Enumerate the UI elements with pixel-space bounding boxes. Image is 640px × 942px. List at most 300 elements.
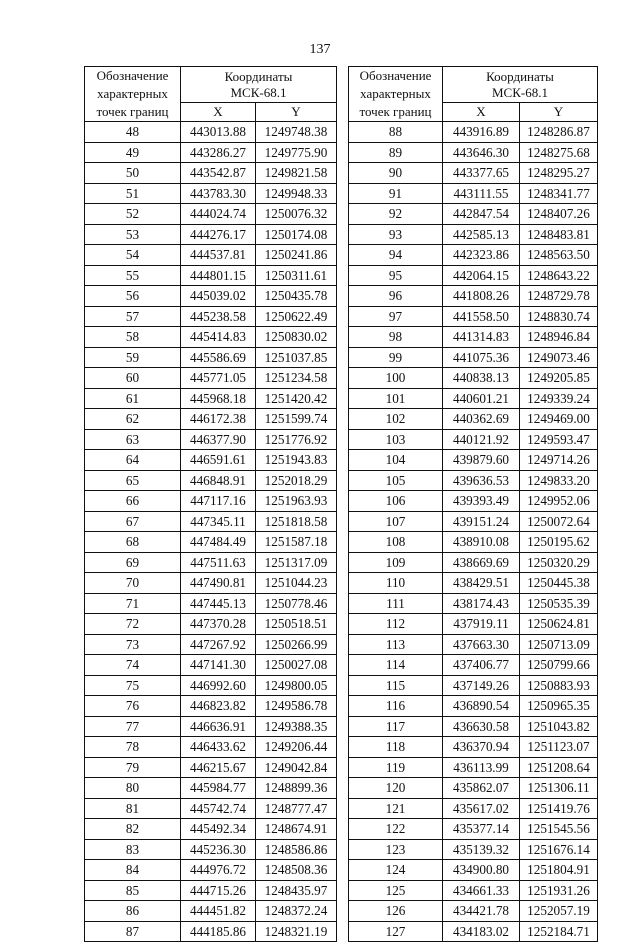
point-number-cell: 117 (349, 716, 443, 737)
table-row (85, 409, 337, 430)
x-coordinate-cell: 438669.69 (443, 552, 520, 573)
x-coordinate-cell: 436890.54 (443, 696, 520, 717)
point-number-cell: 57 (85, 306, 181, 327)
point-number-cell: 108 (349, 532, 443, 553)
point-number-cell: 51 (85, 183, 181, 204)
x-coordinate-cell: 446377.90 (181, 429, 256, 450)
table-row (349, 839, 598, 860)
point-number-cell: 85 (85, 880, 181, 901)
x-coordinate-cell: 446433.62 (181, 737, 256, 758)
y-coordinate-cell: 1248321.19 (256, 921, 337, 942)
x-coordinate-cell: 444801.15 (181, 265, 256, 286)
point-number-cell: 94 (349, 245, 443, 266)
point-number-cell: 61 (85, 388, 181, 409)
point-number-cell: 52 (85, 204, 181, 225)
point-label-header (349, 67, 443, 122)
point-number-cell: 49 (85, 142, 181, 163)
table-row (349, 388, 598, 409)
y-coordinate-cell: 1248777.47 (256, 798, 337, 819)
x-coordinate-cell: 440121.92 (443, 429, 520, 450)
table-row (85, 429, 337, 450)
x-coordinate-cell: 444451.82 (181, 901, 256, 922)
point-number-cell: 86 (85, 901, 181, 922)
x-coordinate-cell: 435862.07 (443, 778, 520, 799)
y-coordinate-cell: 1249073.46 (520, 347, 598, 368)
table-row (349, 306, 598, 327)
coords-title-line: Координаты (486, 68, 554, 84)
x-coordinate-cell: 445492.34 (181, 819, 256, 840)
table-row (85, 245, 337, 266)
x-coordinate-cell: 444024.74 (181, 204, 256, 225)
table-row (85, 163, 337, 184)
y-coordinate-cell: 1250195.62 (520, 532, 598, 553)
point-number-cell: 103 (349, 429, 443, 450)
y-column-header: Y (256, 103, 337, 122)
table-row (349, 614, 598, 635)
table-row (85, 819, 337, 840)
y-coordinate-cell: 1251963.93 (256, 491, 337, 512)
y-coordinate-cell: 1252018.29 (256, 470, 337, 491)
x-coordinate-cell: 439393.49 (443, 491, 520, 512)
x-coordinate-cell: 444185.86 (181, 921, 256, 942)
point-number-cell: 96 (349, 286, 443, 307)
y-coordinate-cell: 1251599.74 (256, 409, 337, 430)
table-row (85, 573, 337, 594)
table-row (85, 265, 337, 286)
x-coordinate-cell: 446823.82 (181, 696, 256, 717)
y-coordinate-cell: 1250445.38 (520, 573, 598, 594)
y-coordinate-cell: 1249206.44 (256, 737, 337, 758)
x-coordinate-cell: 441808.26 (443, 286, 520, 307)
y-coordinate-cell: 1250799.66 (520, 655, 598, 676)
table-row (349, 573, 598, 594)
x-coordinate-cell: 445771.05 (181, 368, 256, 389)
x-coordinate-cell: 446992.60 (181, 675, 256, 696)
x-coordinate-cell: 445742.74 (181, 798, 256, 819)
point-label-line: Обозначение (96, 68, 169, 83)
point-number-cell: 109 (349, 552, 443, 573)
point-number-cell: 104 (349, 450, 443, 471)
point-number-cell: 102 (349, 409, 443, 430)
point-number-cell: 62 (85, 409, 181, 430)
point-number-cell: 100 (349, 368, 443, 389)
point-number-cell: 55 (85, 265, 181, 286)
table-row (349, 593, 598, 614)
table-row (85, 470, 337, 491)
y-coordinate-cell: 1248729.78 (520, 286, 598, 307)
table-row (85, 696, 337, 717)
point-number-cell: 110 (349, 573, 443, 594)
table-row (85, 798, 337, 819)
y-coordinate-cell: 1251037.85 (256, 347, 337, 368)
x-coordinate-cell: 446848.91 (181, 470, 256, 491)
point-number-cell: 74 (85, 655, 181, 676)
y-coordinate-cell: 1250883.93 (520, 675, 598, 696)
table-row (85, 204, 337, 225)
point-number-cell: 127 (349, 921, 443, 942)
table-row (349, 491, 598, 512)
x-coordinate-cell: 442064.15 (443, 265, 520, 286)
x-coordinate-cell: 437663.30 (443, 634, 520, 655)
y-coordinate-cell: 1251804.91 (520, 860, 598, 881)
y-coordinate-cell: 1249775.90 (256, 142, 337, 163)
x-coordinate-cell: 442323.86 (443, 245, 520, 266)
point-label-line: точек границ (96, 104, 169, 119)
y-coordinate-cell: 1250965.35 (520, 696, 598, 717)
table-row (85, 491, 337, 512)
point-number-cell: 72 (85, 614, 181, 635)
x-coordinate-cell: 441314.83 (443, 327, 520, 348)
y-coordinate-cell: 1251419.76 (520, 798, 598, 819)
x-coordinate-cell: 447117.16 (181, 491, 256, 512)
y-coordinate-cell: 1248830.74 (520, 306, 598, 327)
point-number-cell: 99 (349, 347, 443, 368)
table-row (85, 921, 337, 942)
table-row (349, 655, 598, 676)
x-coordinate-cell: 436370.94 (443, 737, 520, 758)
point-number-cell: 63 (85, 429, 181, 450)
point-number-cell: 98 (349, 327, 443, 348)
table-row (349, 737, 598, 758)
point-number-cell: 93 (349, 224, 443, 245)
point-number-cell: 78 (85, 737, 181, 758)
point-number-cell: 82 (85, 819, 181, 840)
coordinates-table-left (84, 66, 337, 942)
y-coordinate-cell: 1251931.26 (520, 880, 598, 901)
point-number-cell: 124 (349, 860, 443, 881)
point-number-cell: 66 (85, 491, 181, 512)
x-column-header: X (443, 103, 520, 122)
x-coordinate-cell: 439879.60 (443, 450, 520, 471)
y-coordinate-cell: 1249593.47 (520, 429, 598, 450)
x-coordinate-cell: 447345.11 (181, 511, 256, 532)
point-number-cell: 107 (349, 511, 443, 532)
y-coordinate-cell: 1251306.11 (520, 778, 598, 799)
x-coordinate-cell: 443916.89 (443, 122, 520, 143)
y-coordinate-cell: 1248286.87 (520, 122, 598, 143)
x-coordinate-cell: 439636.53 (443, 470, 520, 491)
y-coordinate-cell: 1250072.64 (520, 511, 598, 532)
table-row (85, 183, 337, 204)
x-coordinate-cell: 443111.55 (443, 183, 520, 204)
table-row (349, 778, 598, 799)
y-coordinate-cell: 1250713.09 (520, 634, 598, 655)
y-coordinate-cell: 1251317.09 (256, 552, 337, 573)
point-number-cell: 122 (349, 819, 443, 840)
x-coordinate-cell: 445984.77 (181, 778, 256, 799)
y-coordinate-cell: 1251044.23 (256, 573, 337, 594)
y-coordinate-cell: 1250518.51 (256, 614, 337, 635)
x-coordinate-cell: 447490.81 (181, 573, 256, 594)
point-number-cell: 80 (85, 778, 181, 799)
point-number-cell: 84 (85, 860, 181, 881)
point-number-cell: 76 (85, 696, 181, 717)
y-coordinate-cell: 1248946.84 (520, 327, 598, 348)
table-row (349, 552, 598, 573)
point-number-cell: 77 (85, 716, 181, 737)
point-number-cell: 60 (85, 368, 181, 389)
table-row (349, 798, 598, 819)
point-number-cell: 119 (349, 757, 443, 778)
y-coordinate-cell: 1249205.85 (520, 368, 598, 389)
left-table-body (85, 122, 337, 942)
point-number-cell: 92 (349, 204, 443, 225)
table-row (85, 737, 337, 758)
table-row (85, 778, 337, 799)
x-coordinate-cell: 438910.08 (443, 532, 520, 553)
point-number-cell: 97 (349, 306, 443, 327)
table-row (85, 880, 337, 901)
x-coordinate-cell: 441558.50 (443, 306, 520, 327)
point-number-cell: 64 (85, 450, 181, 471)
x-coordinate-cell: 438429.51 (443, 573, 520, 594)
point-number-cell: 71 (85, 593, 181, 614)
y-coordinate-cell: 1250241.86 (256, 245, 337, 266)
x-coordinate-cell: 435617.02 (443, 798, 520, 819)
x-coordinate-cell: 445968.18 (181, 388, 256, 409)
y-coordinate-cell: 1250174.08 (256, 224, 337, 245)
y-coordinate-cell: 1250830.02 (256, 327, 337, 348)
point-number-cell: 89 (349, 142, 443, 163)
point-number-cell: 118 (349, 737, 443, 758)
x-coordinate-cell: 443013.88 (181, 122, 256, 143)
table-row (349, 450, 598, 471)
x-coordinate-cell: 440838.13 (443, 368, 520, 389)
y-coordinate-cell: 1250311.61 (256, 265, 337, 286)
x-coordinate-cell: 434900.80 (443, 860, 520, 881)
table-row (349, 696, 598, 717)
point-label-line: Обозначение (359, 68, 432, 83)
y-coordinate-cell: 1249952.06 (520, 491, 598, 512)
y-coordinate-cell: 1248563.50 (520, 245, 598, 266)
point-number-cell: 73 (85, 634, 181, 655)
table-row (85, 839, 337, 860)
x-coordinate-cell: 443542.87 (181, 163, 256, 184)
x-coordinate-cell: 447445.13 (181, 593, 256, 614)
y-coordinate-cell: 1251943.83 (256, 450, 337, 471)
y-coordinate-cell: 1250535.39 (520, 593, 598, 614)
x-coordinate-cell: 446636.91 (181, 716, 256, 737)
y-coordinate-cell: 1251123.07 (520, 737, 598, 758)
y-coordinate-cell: 1248407.26 (520, 204, 598, 225)
point-number-cell: 79 (85, 757, 181, 778)
x-coordinate-cell: 447141.30 (181, 655, 256, 676)
table-row (85, 655, 337, 676)
x-coordinate-cell: 445236.30 (181, 839, 256, 860)
x-coordinate-cell: 447267.92 (181, 634, 256, 655)
y-coordinate-cell: 1251234.58 (256, 368, 337, 389)
point-number-cell: 91 (349, 183, 443, 204)
table-row (349, 470, 598, 491)
y-coordinate-cell: 1248586.86 (256, 839, 337, 860)
x-coordinate-cell: 447370.28 (181, 614, 256, 635)
x-coordinate-cell: 447484.49 (181, 532, 256, 553)
y-coordinate-cell: 1252057.19 (520, 901, 598, 922)
point-number-cell: 69 (85, 552, 181, 573)
x-coordinate-cell: 442585.13 (443, 224, 520, 245)
x-coordinate-cell: 445586.69 (181, 347, 256, 368)
x-coordinate-cell: 447511.63 (181, 552, 256, 573)
y-coordinate-cell: 1249833.20 (520, 470, 598, 491)
y-coordinate-cell: 1249339.24 (520, 388, 598, 409)
y-coordinate-cell: 1251676.14 (520, 839, 598, 860)
point-label-line: характерных (360, 86, 431, 101)
y-coordinate-cell: 1250624.81 (520, 614, 598, 635)
coords-title-header (443, 67, 598, 103)
x-coordinate-cell: 445414.83 (181, 327, 256, 348)
table-row (349, 409, 598, 430)
right-table-body (349, 122, 598, 942)
table-row (85, 347, 337, 368)
table-row (349, 880, 598, 901)
table-row (349, 860, 598, 881)
table-row (85, 450, 337, 471)
x-coordinate-cell: 443286.27 (181, 142, 256, 163)
table-row (349, 901, 598, 922)
table-row (85, 306, 337, 327)
point-number-cell: 65 (85, 470, 181, 491)
y-coordinate-cell: 1250622.49 (256, 306, 337, 327)
x-coordinate-cell: 446215.67 (181, 757, 256, 778)
x-coordinate-cell: 437406.77 (443, 655, 520, 676)
x-coordinate-cell: 444537.81 (181, 245, 256, 266)
table-row (349, 265, 598, 286)
point-number-cell: 48 (85, 122, 181, 143)
x-coordinate-cell: 446172.38 (181, 409, 256, 430)
coords-title-line: МСК-68.1 (230, 84, 287, 100)
point-number-cell: 87 (85, 921, 181, 942)
y-coordinate-cell: 1250320.29 (520, 552, 598, 573)
coords-title-header (181, 67, 337, 103)
y-coordinate-cell: 1249714.26 (520, 450, 598, 471)
x-coordinate-cell: 434421.78 (443, 901, 520, 922)
table-row (349, 245, 598, 266)
x-coordinate-cell: 441075.36 (443, 347, 520, 368)
table-row (349, 532, 598, 553)
table-row (349, 716, 598, 737)
y-coordinate-cell: 1248899.36 (256, 778, 337, 799)
point-number-cell: 50 (85, 163, 181, 184)
point-number-cell: 112 (349, 614, 443, 635)
point-number-cell: 75 (85, 675, 181, 696)
y-coordinate-cell: 1249748.38 (256, 122, 337, 143)
y-coordinate-cell: 1248508.36 (256, 860, 337, 881)
y-coordinate-cell: 1251420.42 (256, 388, 337, 409)
y-coordinate-cell: 1248483.81 (520, 224, 598, 245)
point-number-cell: 67 (85, 511, 181, 532)
x-coordinate-cell: 440362.69 (443, 409, 520, 430)
x-coordinate-cell: 444715.26 (181, 880, 256, 901)
table-row (85, 286, 337, 307)
point-number-cell: 115 (349, 675, 443, 696)
table-row (349, 511, 598, 532)
y-coordinate-cell: 1248275.68 (520, 142, 598, 163)
table-row (85, 901, 337, 922)
y-coordinate-cell: 1250027.08 (256, 655, 337, 676)
table-row (85, 716, 337, 737)
table-row (349, 122, 598, 143)
y-coordinate-cell: 1249469.00 (520, 409, 598, 430)
y-coordinate-cell: 1249388.35 (256, 716, 337, 737)
x-coordinate-cell: 443377.65 (443, 163, 520, 184)
y-coordinate-cell: 1251776.92 (256, 429, 337, 450)
table-row (349, 634, 598, 655)
y-coordinate-cell: 1251587.18 (256, 532, 337, 553)
point-number-cell: 81 (85, 798, 181, 819)
point-label-line: точек границ (359, 104, 432, 119)
x-coordinate-cell: 437149.26 (443, 675, 520, 696)
table-row (85, 614, 337, 635)
x-coordinate-cell: 443783.30 (181, 183, 256, 204)
point-number-cell: 70 (85, 573, 181, 594)
table-row (85, 860, 337, 881)
point-number-cell: 88 (349, 122, 443, 143)
table-row (85, 122, 337, 143)
point-number-cell: 125 (349, 880, 443, 901)
table-row (349, 142, 598, 163)
x-coordinate-cell: 435139.32 (443, 839, 520, 860)
point-number-cell: 113 (349, 634, 443, 655)
y-coordinate-cell: 1249821.58 (256, 163, 337, 184)
x-coordinate-cell: 445238.58 (181, 306, 256, 327)
table-row (349, 675, 598, 696)
point-number-cell: 83 (85, 839, 181, 860)
table-row (85, 224, 337, 245)
table-row (85, 552, 337, 573)
x-coordinate-cell: 443646.30 (443, 142, 520, 163)
coords-title-line: МСК-68.1 (492, 84, 548, 100)
table-row (349, 183, 598, 204)
point-number-cell: 120 (349, 778, 443, 799)
point-number-cell: 54 (85, 245, 181, 266)
y-coordinate-cell: 1251208.64 (520, 757, 598, 778)
x-coordinate-cell: 434183.02 (443, 921, 520, 942)
point-number-cell: 123 (349, 839, 443, 860)
point-number-cell: 56 (85, 286, 181, 307)
table-row (85, 532, 337, 553)
point-number-cell: 121 (349, 798, 443, 819)
x-coordinate-cell: 436113.99 (443, 757, 520, 778)
table-row (85, 388, 337, 409)
x-coordinate-cell: 438174.43 (443, 593, 520, 614)
table-row (85, 142, 337, 163)
coordinates-table-right (348, 66, 598, 942)
point-number-cell: 90 (349, 163, 443, 184)
y-coordinate-cell: 1251545.56 (520, 819, 598, 840)
y-coordinate-cell: 1251818.58 (256, 511, 337, 532)
y-coordinate-cell: 1250435.78 (256, 286, 337, 307)
point-number-cell: 126 (349, 901, 443, 922)
x-coordinate-cell: 437919.11 (443, 614, 520, 635)
y-coordinate-cell: 1252184.71 (520, 921, 598, 942)
point-number-cell: 58 (85, 327, 181, 348)
x-coordinate-cell: 434661.33 (443, 880, 520, 901)
y-coordinate-cell: 1249948.33 (256, 183, 337, 204)
y-coordinate-cell: 1250778.46 (256, 593, 337, 614)
point-number-cell: 111 (349, 593, 443, 614)
table-row (349, 757, 598, 778)
y-coordinate-cell: 1248341.77 (520, 183, 598, 204)
x-coordinate-cell: 436630.58 (443, 716, 520, 737)
point-number-cell: 59 (85, 347, 181, 368)
table-row (85, 368, 337, 389)
y-coordinate-cell: 1250076.32 (256, 204, 337, 225)
table-row (85, 327, 337, 348)
point-number-cell: 68 (85, 532, 181, 553)
y-coordinate-cell: 1249800.05 (256, 675, 337, 696)
point-number-cell: 53 (85, 224, 181, 245)
point-number-cell: 105 (349, 470, 443, 491)
